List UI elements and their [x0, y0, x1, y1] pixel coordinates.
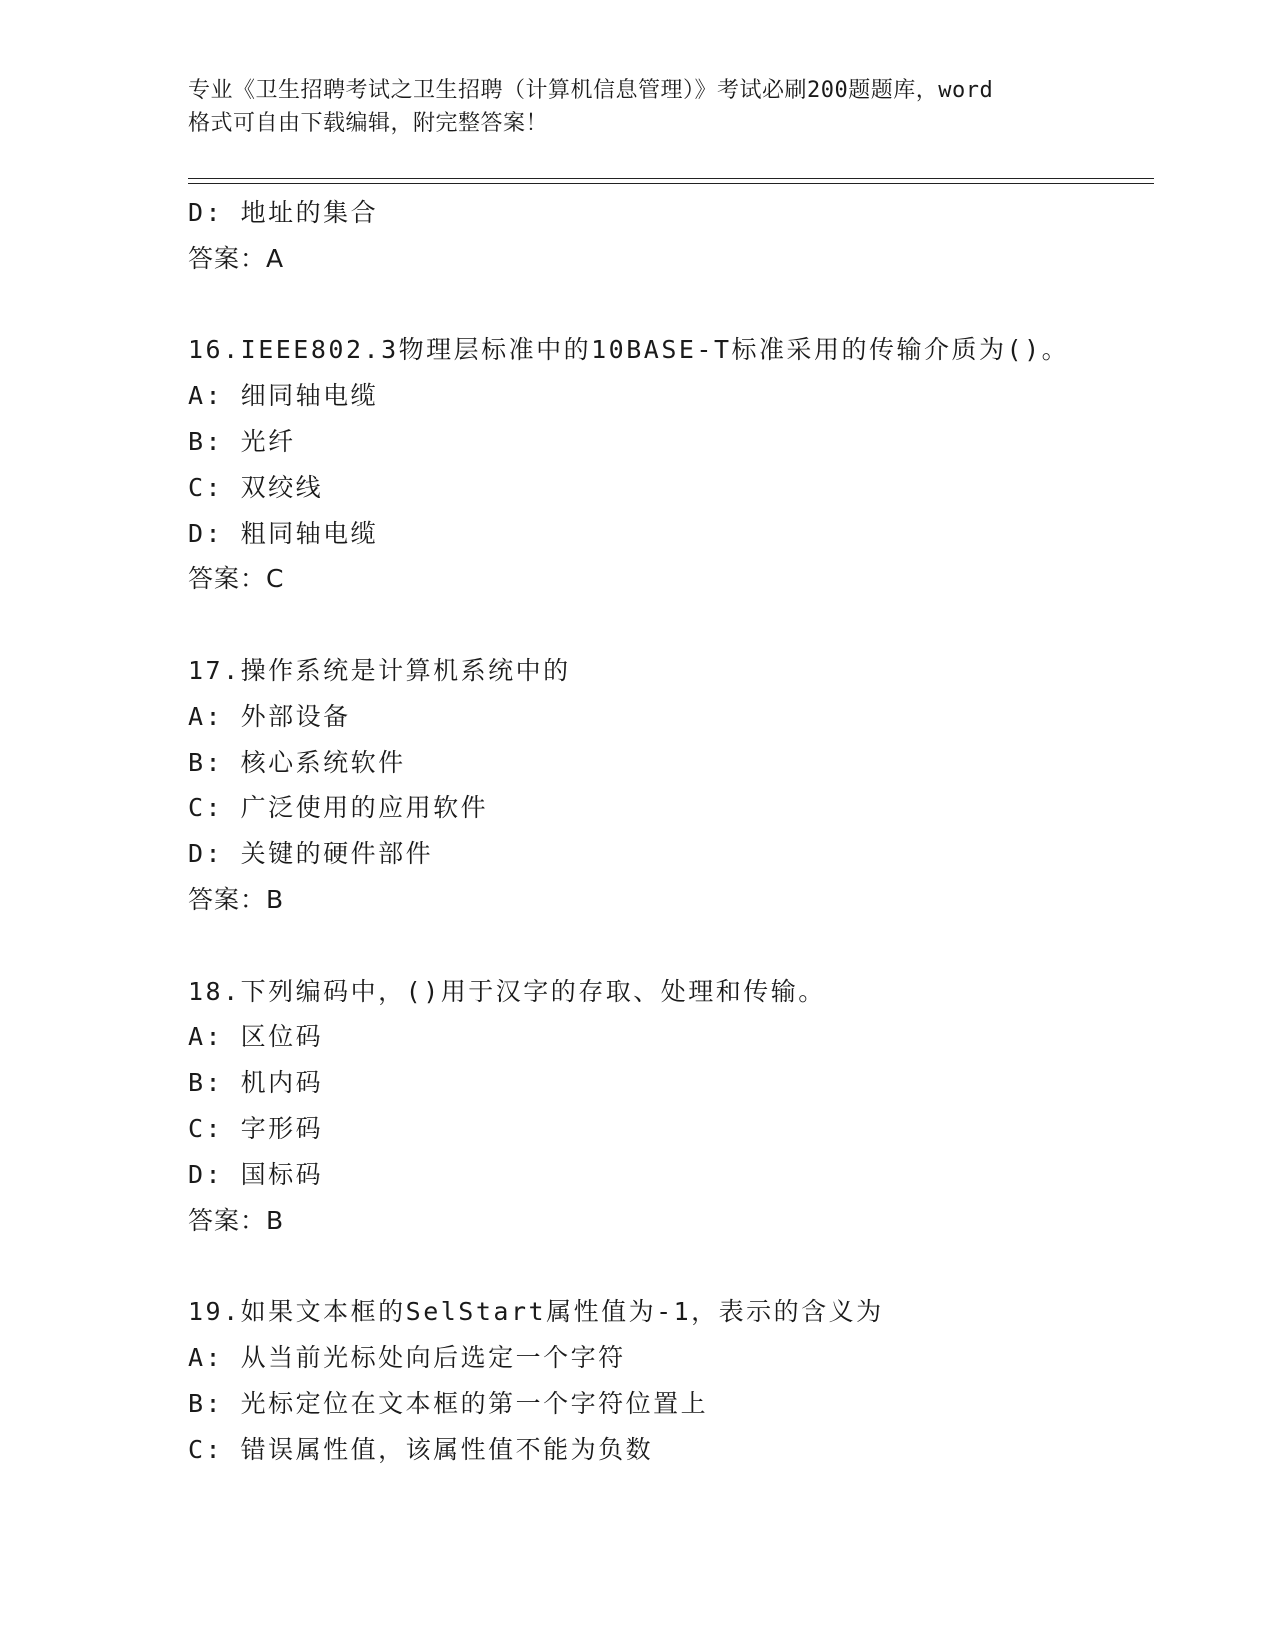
option-d: D: 地址的集合 [188, 198, 379, 227]
question-19 [188, 1289, 1148, 1472]
question-16 [188, 327, 1148, 602]
header-rule-bottom [188, 183, 1154, 184]
option-b: B: 光标定位在文本框的第一个字符位置上 [188, 1388, 709, 1418]
question-spacer [188, 923, 1148, 969]
option-d: D: 国标码 [188, 1159, 324, 1189]
question-stem: 19.如果文本框的SelStart属性值为-1，表示的含义为 [188, 1297, 884, 1327]
option-c: C: 双绞线 [188, 472, 324, 502]
question-15-tail [188, 190, 1148, 282]
question-stem: 18.下列编码中，()用于汉字的存取、处理和传输。 [188, 976, 826, 1006]
answer-line: 答案：C [188, 564, 285, 594]
question-content [188, 190, 1148, 1472]
option-a: A: 区位码 [188, 1022, 324, 1052]
question-spacer [188, 282, 1148, 328]
option-a: A: 外部设备 [188, 701, 351, 731]
header-rule-top [188, 178, 1154, 179]
option-c: C: 广泛使用的应用软件 [188, 793, 489, 823]
option-c: C: 错误属性值，该属性值不能为负数 [188, 1434, 654, 1464]
document-header [188, 74, 1088, 140]
header-title-line-2: 格式可自由下载编辑，附完整答案！ [188, 111, 549, 136]
option-a: A: 细同轴电缆 [188, 381, 379, 411]
option-b: B: 光纤 [188, 426, 296, 456]
option-b: B: 机内码 [188, 1068, 324, 1098]
option-d: D: 关键的硬件部件 [188, 839, 434, 869]
option-b: B: 核心系统软件 [188, 747, 406, 777]
answer-line: 答案：B [188, 1205, 285, 1235]
answer-line: 答案：B [188, 884, 285, 914]
question-spacer [188, 1243, 1148, 1289]
option-d: D: 粗同轴电缆 [188, 518, 379, 548]
option-a: A: 从当前光标处向后选定一个字符 [188, 1342, 626, 1372]
answer-line: 答案：A [188, 243, 285, 273]
question-17 [188, 648, 1148, 923]
option-c: C: 字形码 [188, 1113, 324, 1143]
question-stem: 17.操作系统是计算机系统中的 [188, 655, 571, 685]
header-title-line-1: 专业《卫生招聘考试之卫生招聘（计算机信息管理）》考试必刷200题题库，word [188, 78, 994, 103]
question-stem: 16.IEEE802.3物理层标准中的10BASE-T标准采用的传输介质为()。 [188, 335, 1070, 365]
question-18 [188, 969, 1148, 1244]
question-spacer [188, 602, 1148, 648]
